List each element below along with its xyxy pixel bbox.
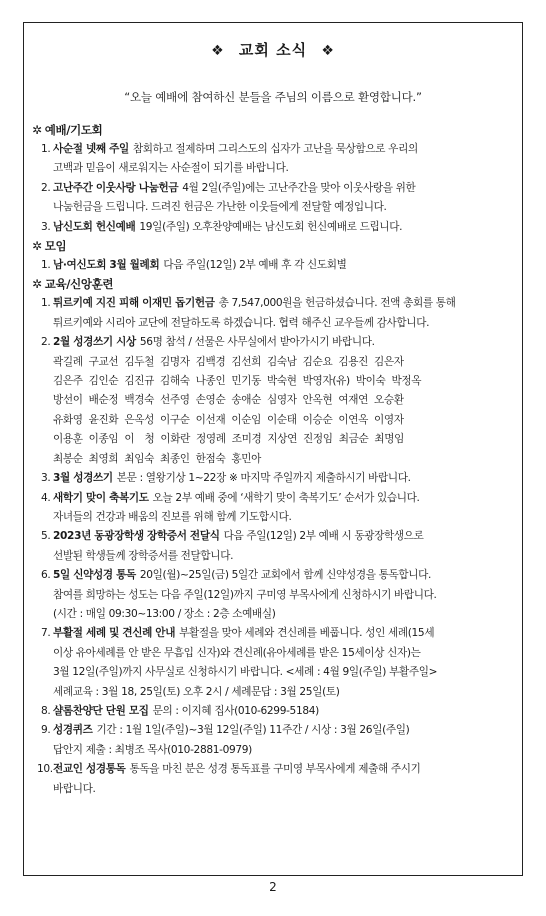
item-title: 사순절 넷째 주일 [53,143,129,155]
section-heading-text: 모임 [44,239,67,254]
diamond-ornament-icon: ❖ [321,43,335,59]
item-line: 성경퀴즈 기간 : 1월 1일(주일)~3월 12일(주일) 11주간 / 시상 : 3월 26일(주일) [53,724,410,737]
item-number: 10. [37,763,53,776]
section-heading [32,237,514,256]
item-line: 고백과 믿음이 새로워지는 사순절이 되기를 바랍니다. [53,162,289,175]
notice-item [32,469,514,488]
item-number: 2. [41,181,51,194]
item-line: 2023년 동광장학생 장학증서 전달식 다음 주일(12일) 2부 예배 시 동광장학생으로 [53,530,424,543]
notice-item [32,333,514,469]
asterisk-flower-icon: ✲ [32,277,42,292]
item-title: 새학기 맞이 축복기도 [53,491,149,504]
item-number: 4. [41,491,51,504]
item-title: 성경퀴즈 [53,724,93,737]
item-title: 부활절 세례 및 견신례 안내 [53,627,176,640]
asterisk-flower-icon: ✲ [32,123,42,137]
notice-item [32,721,514,760]
item-title: 2023년 동광장학생 장학증서 전달식 [53,530,220,543]
item-line: 부활절 세례 및 견신례 안내 부활절을 맞아 세례와 견신례를 베풉니다. 성인 세례(15세 [53,627,435,640]
item-number: 1. [41,297,51,310]
notice-item [32,218,514,237]
asterisk-flower-icon: ✲ [32,239,42,254]
item-line: 새학기 맞이 축복기도 오늘 2부 예배 중에 ‘새학기 맞이 축복기도’ 순서가 있습니다. [53,491,420,504]
item-number: 2. [41,336,51,349]
notice-item [32,294,514,333]
item-line: 3월 성경쓰기 본문 : 열왕기상 1~22장 ※ 마지막 주일까지 제출하시기 바랍니다. [53,472,411,485]
item-title: 샬롬찬양단 단원 모집 [53,704,149,717]
item-line: 답안지 제출 : 최병조 목사(010-2881-0979) [53,743,252,756]
awardee-row: 김은주 김인순 김진규 김해숙 나종인 민기동 박숙현 박영자(유) 박이숙 박정옥 [53,375,422,388]
notice-item [32,566,514,624]
item-title: 고난주간 이웃사랑 나눔헌금 [53,181,179,194]
notice-item [32,140,514,179]
item-title: 전교인 성경통독 [53,763,126,776]
awardee-row: 최봉순 최영희 최임숙 최종인 한점숙 홍민아 [53,452,261,465]
item-line: 남신도회 헌신예배 19일(주일) 오후찬양예배는 남신도회 헌신예배로 드립니다. [53,220,403,233]
item-title: 3월 성경쓰기 [53,472,113,485]
notice-frame [23,22,523,876]
awardee-row: 유화영 윤진화 은옥성 이구순 이선재 이순임 이순태 이승순 이연옥 이영자 [53,413,404,426]
item-line: 고난주간 이웃사랑 나눔헌금 4월 2일(주일)에는 고난주간을 맞아 이웃사랑을 위한 [53,181,416,194]
notice-item [32,702,514,721]
section-heading-text: 예배/기도회 [44,123,103,137]
item-title: 2월 성경쓰기 시상 [53,336,136,349]
item-line: 사순절 넷째 주일 참회하고 절제하며 그리스도의 십자가 고난을 묵상함으로 우리의 [53,143,418,155]
notice-item [32,760,514,799]
diamond-ornament-icon: ❖ [211,43,225,59]
item-line: 이상 유아세례를 안 받은 무흠입 신자)와 견신례(유아세례를 받은 15세이상 신자)는 [53,646,421,659]
item-number: 1. [41,143,51,155]
item-number: 6. [41,569,51,582]
item-title: 튀르키예 지진 피해 이재민 돕기헌금 [53,297,215,310]
item-line: 3월 12일(주일)까지 사무실로 신청하시기 바랍니다. <세례 : 4월 9일(주일) 부활주일> [53,666,438,679]
notice-item [32,179,514,218]
title-text: 교회 소식 [238,41,308,59]
welcome-message: “오늘 예배에 참여하신 분들을 주님의 이름으로 환영합니다.” [124,90,422,104]
item-line: 샬롬찬양단 단원 모집 문의 : 이지혜 집사(010-6299-5184) [53,704,319,717]
awardee-list [53,353,514,469]
item-line: 나눔헌금을 드립니다. 드려진 헌금은 가난한 이웃들에게 전달할 예정입니다. [53,201,387,214]
item-line: 2월 성경쓰기 시상 56명 참석 / 선물은 사무실에서 받아가시기 바랍니다. [53,336,375,349]
page-title [24,39,522,60]
section-heading-text: 교육/신앙훈련 [44,277,114,292]
section-heading [32,121,514,140]
awardee-row: 방선이 배순정 백경숙 선주영 손영순 송애순 심영자 안옥현 여재연 오승환 [53,394,404,407]
notice-item [32,624,514,702]
item-line: 자녀들의 건강과 배움의 진보를 위해 함께 기도합시다. [53,510,292,523]
item-number: 3. [41,220,51,233]
item-line: 전교인 성경통독 통독을 마친 분은 성경 통독표를 구미영 부목사에게 제출해 주시기 [53,763,421,776]
item-line: 바랍니다. [53,782,96,795]
section-heading [32,275,514,294]
item-title: 5일 신약성경 통독 [53,569,136,582]
item-title: 남·여신도회 3월 월례회 [53,259,160,272]
item-number: 7. [41,627,51,640]
item-line: 5일 신약성경 통독 20일(월)~25일(금) 5일간 교회에서 함께 신약성경을 통독합니다. [53,569,432,582]
awardee-row: 곽길례 구교선 김두철 김명자 김백경 김선희 김숙남 김순요 김용진 김은자 [53,355,404,368]
awardee-row: 이용훈 이종임 이 청 이화란 정영례 조미경 지상연 진정임 최금순 최명임 [53,433,405,446]
item-title: 남신도회 헌신예배 [53,220,136,233]
item-number: 9. [41,724,51,737]
item-number: 3. [41,472,51,485]
notice-content [32,121,514,799]
page-number: 2 [269,880,277,894]
item-line: 튀르키예와 시리아 교단에 전달하도록 하겠습니다. 협력 해주신 교우들께 감사합니다. [53,316,430,329]
item-line: 참여를 희망하는 성도는 다음 주일(12일)까지 구미영 부목사에게 신청하시기 바랍니다. [53,588,437,601]
notice-item [32,527,514,566]
item-number: 5. [41,530,51,543]
notice-item [32,489,514,528]
item-line: 선발된 학생들께 장학증서를 전달합니다. [53,549,234,562]
item-number: 1. [41,259,51,272]
item-line: (시간 : 매일 09:30~13:00 / 장소 : 2층 소예배실) [53,607,276,620]
item-number: 8. [41,704,51,717]
notice-item [32,256,514,275]
item-line: 세례교육 : 3월 18, 25일(토) 오후 2시 / 세례문답 : 3월 25일(토) [53,685,340,698]
item-line: 튀르키예 지진 피해 이재민 돕기헌금 총 7,547,000원을 헌금하셨습니다. 전액 총회를 통해 [53,297,456,310]
item-line: 남·여신도회 3월 월례회 다음 주일(12일) 2부 예배 후 각 신도회별 [53,259,347,272]
